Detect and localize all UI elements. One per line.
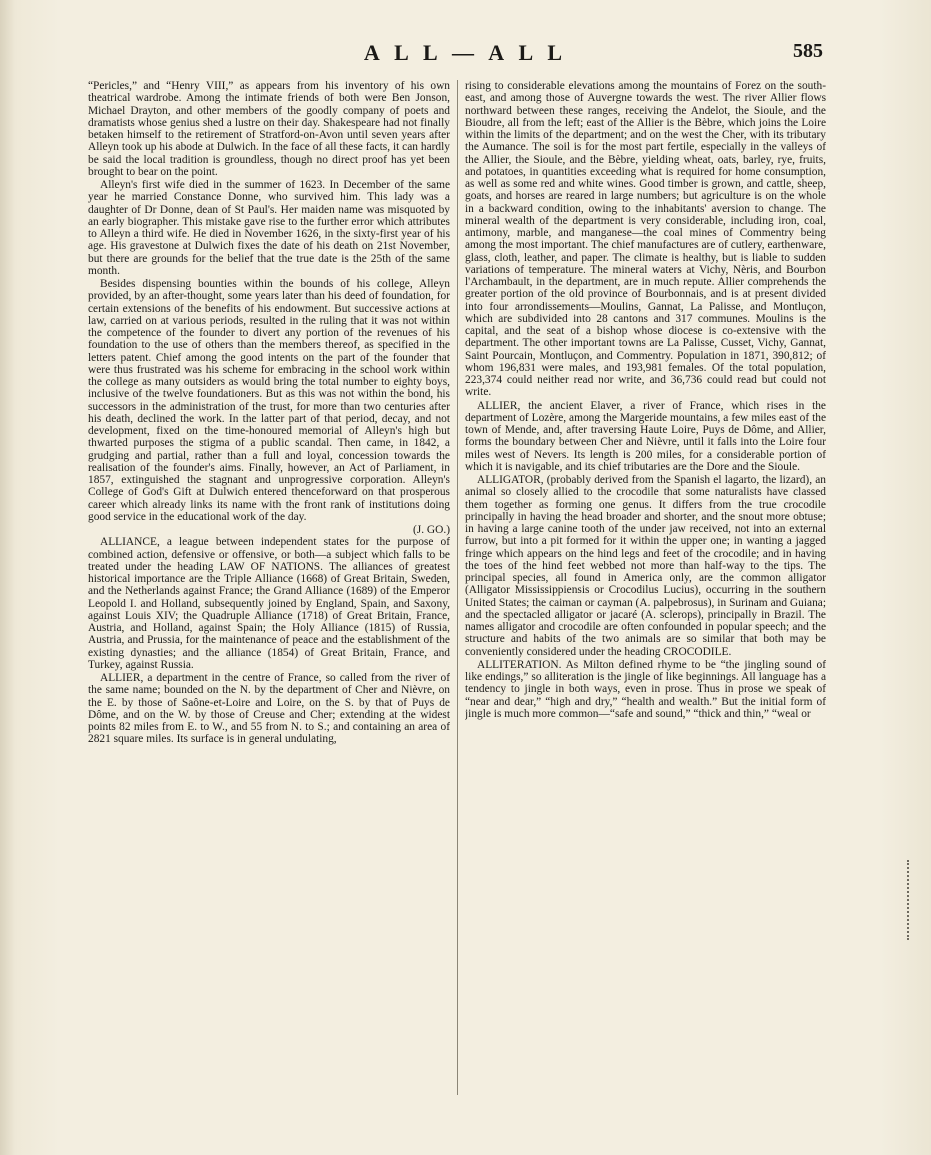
entry-alliteration: ALLITERATION. As Milton defined rhyme to be “the jingling sound of like endings,” so alliteration is the jingle of like beginnings. All language has a tendency to jingle in both ways, even in prose. Thus in prose we speak of “near and dear,” “high and dry,” “health and wealth.” But the initial form of jingle is much more common—“safe and sound,” “thick and thin,” “weal or — [465, 658, 826, 720]
column-divider — [457, 80, 458, 1095]
entry-alliance: ALLIANCE, a league between independent states for the purpose of combined action, defensive or offensive, or both—a subject which falls to be treated under the heading LAW OF NATIONS. The alliances of greatest historical importance are the Triple Alliance (1668) of Great Britain, Sweden, and the Netherlands against France; the Grand Alliance (1689) of the Emperor Leopold I. and Holland, subsequently joined by England, Spain, and Saxony, against Louis XIV; the Quadruple Alliance (1718) of Great Britain, France, Austria, and Holland, against Spain; the Holy Alliance (1815) of Russia, Austria, and Prussia, for the maintenance of peace and the establishment of the existing dynasties; and the alliance (1854) of Great Britain, France, and Turkey, against Russia. — [88, 536, 450, 671]
paragraph-pericles: “Pericles,” and “Henry VIII,” as appears from his inventory of his own theatrical wardrobe. Among the intimate friends of both were Ben Jonson, Michael Drayton, and other members of the goodly company of poets and dramatists whose genius shed a lustre on their day. Shakespeare had not finally betaken himself to the retirement of Stratford-on-Avon until seven years after Alleyn took up his abode at Dulwich. In the face of all these facts, it can hardly be said the local tradition is groundless, though no direct proof has yet been brought to bear on the point. — [88, 80, 450, 178]
page-number: 585 — [793, 40, 823, 62]
binding-gutter — [0, 0, 16, 1155]
paragraph-alleyn-wife: Alleyn's first wife died in the summer of 1623. In December of the same year he married Constance Donne, who survived him. This lady was a daughter of Dr Donne, dean of St Paul's. Her maiden name was misquoted by an early biographer. This mistake gave rise to the further error which attributes to Alleyn a third wife. He died in November 1626, in the sixty-first year of his age. His gravestone at Dulwich fixes the date of his death on 21st November, but there are grounds for the belief that the true date is the 25th of the same month. — [88, 179, 450, 277]
page-header — [0, 40, 931, 66]
right-column — [465, 80, 826, 1130]
left-column — [88, 80, 450, 1130]
entry-allier-department: ALLIER, a department in the centre of France, so called from the river of the same name; bounded on the N. by the department of Cher and Nièvre, on the E. by those of Saône-et-Loire and Loire, on the S. by that of Puys de Dôme, and on the W. by those of Creuse and Cher; extending at the widest points 82 miles from E. to W., and 55 from N. to S.; and containing an area of 2821 square miles. Its surface is in general undulating, — [88, 672, 450, 746]
entry-allier-river: ALLIER, the ancient Elaver, a river of France, which rises in the department of Lozère, among the Margeride mountains, a few miles east of the town of Mende, and, after traversing Haute Loire, Puys de Dôme, and Allier, forms the boundary between Cher and Nièvre, until it falls into the Loire four miles west of Nevers. Its length is 200 miles, for a considerable portion of which it is navigable, and its chief tributaries are the Dore and the Sioule. — [465, 399, 826, 473]
author-signature: (J. GO.) — [412, 524, 450, 536]
running-head: A L L — A L L — [363, 40, 568, 65]
paragraph-bounties: Besides dispensing bounties within the bounds of his college, Alleyn provided, by an after-thought, some years later than his deed of foundation, for certain extensions of the benefits of his endowment. But successive actions at law, carried on at various periods, resulted in the ruling that it was not within the competence of the founder to divert any portion of the revenues of his foundation to the use of others than the members thereof, as specified in the letters patent. Chief among the good intents on the part of the founder that were thus frustrated was his scheme for embracing in the school work within the college as many outsiders as would bring the total number to eighty boys, inclusive of the twelve foundationers. But as this was not within the bond, his successors in the administration of the trust, for more than two centuries after his death, declined the work. In the latter part of that period, decay, and not development, fixed on the time-honoured memorial of Alleyn's high but thwarted purposes the stigma of a public scandal. Then came, in 1842, a grudging and partial, rather than a full and loyal, concession towards the realisation of the founder's aims. Finally, however, an Act of Parliament, in 1857, extinguished the stagnant and unprogressive corporation. Alleyn's College of God's Gift at Dulwich entered thenceforward on that prosperous career which already links its name with the front rank of institutions doing good service in the educational work of the day. — [88, 278, 450, 523]
page-edge-marks — [907, 860, 911, 940]
paragraph-allier-continued: rising to considerable elevations among the mountains of Forez on the south-east, and among those of Auvergne towards the west. The river Allier flows northward between these ranges, receiving the Andelot, the Sioule, and the Bioudre, all from the left; east of the Allier is the Bèbre, which joins the Loire within the limits of the department; and on the west the Cher, with its tributary the Aumance. The soil is for the most part fertile, especially in the valleys of the Allier, the Sioule, and the Bèbre, yielding wheat, oats, barley, rye, fruits, and potatoes, in quantities exceeding what is required for home consumption, as well as some red and white wines. Good timber is grown, and cattle, sheep, goats, and horses are reared in large numbers; but agriculture is on the whole in a backward condition, owing to the inhabitants' aversion to change. The mineral wealth of the department is very considerable, including iron, coal, antimony, marble, and manganese—the coal mines of Commentry being among the most important. The chief manufactures are of cutlery, earthenware, glass, cloth, leather, and paper. The climate is healthy, but is liable to sudden variations of temperature. The mineral waters at Vichy, Nèris, and Bourbon l'Archambault, in the department, are in much repute. Allier comprehends the greater portion of the old province of Bourbonnais, and is at present divided into four arrondissements—Moulins, Gannat, La Palisse, and Montluçon, which are subdivided into 28 cantons and 317 communes. Moulins is the capital, and the seat of a bishop whose diocese is co-extensive with the department. The other important towns are La Palisse, Cusset, Vichy, Gannat, Saint Pourcain, Montluçon, and Commentry. Population in 1871, 390,812; of whom 196,831 were males, and 193,981 females. Of the total population, 223,374 could neither read nor write, and 36,736 could read but could not write. — [465, 80, 826, 399]
entry-alligator: ALLIGATOR, (probably derived from the Spanish el lagarto, the lizard), an animal so closely allied to the crocodile that some naturalists have classed them together as forming one genus. It differs from the true crocodile principally in having the head broader and shorter, and the snout more obtuse; in having a large canine tooth of the under jaw received, not into an external furrow, but into a pit formed for it within the upper one; in wanting a jagged fringe which appears on the hind legs and feet of the crocodile; and in having the toes of the hind feet webbed not more than half-way to the tips. The principal species, all found in America only, are the common alligator (Alligator Mississippiensis or Crocodilus Lucius), occurring in the southern United States; the caiman or cayman (A. palpebrosus), in Surinam and Guiana; and the spectacled alligator or jacaré (A. sclerops), principally in Brazil. The names alligator and crocodile are often confounded in popular speech; and the structure and habits of the two animals are so similar that both may be conveniently considered under the heading CROCODILE. — [465, 474, 826, 658]
